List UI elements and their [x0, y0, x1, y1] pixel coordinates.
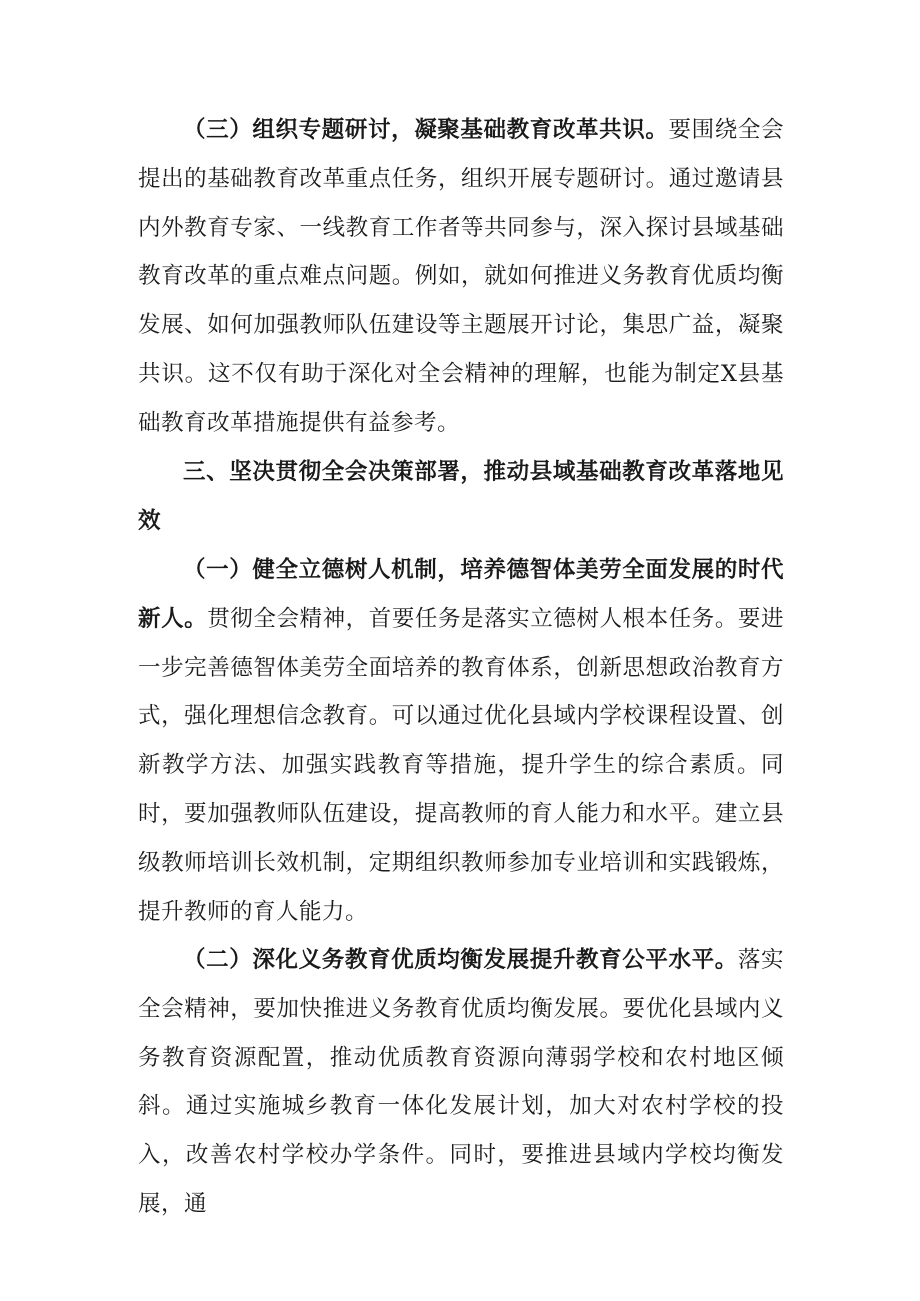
- paragraph-body: 贯彻全会精神，首要任务是落实立德树人根本任务。要进一步完善德智体美劳全面培养的教育体系，创新思想政治教育方式，强化理想信念教育。可以通过优化县域内学校课程设置、创新教学方法、加强实践教育等措施，提升学生的综合素质。同时，要加强教师队伍建设，提高教师的育人能力和水平。建立县级教师培训长效机制，定期组织教师参加专业培训和实践锻炼，提升教师的育人能力。: [138, 605, 784, 925]
- section-heading-three: 三、坚决贯彻全会决策部署，推动县域基础教育改革落地见效: [138, 459, 784, 534]
- paragraph-moral-education: [138, 546, 784, 936]
- paragraph-body: 落实全会精神，要加快推进义务教育优质均衡发展。要优化县域内义务教育资源配置，推动优质教育资源向薄弱学校和农村地区倾斜。通过实施城乡教育一体化发展计划，加大对农村学校的投入，改善农村学校办学条件。同时，要推进县域内学校均衡发展，通: [138, 947, 784, 1217]
- paragraph-compulsory-education: [138, 936, 784, 1229]
- paragraph-lead: （一）健全立德树人机制，培养德智体美劳全面发展的时代新人。: [138, 557, 784, 632]
- paragraph-lead: （三）组织专题研讨，凝聚基础教育改革共识。: [183, 117, 669, 143]
- paragraph-organize-seminars: [138, 106, 784, 448]
- paragraph-lead: （二）深化义务教育优质均衡发展提升教育公平水平。: [183, 947, 738, 973]
- paragraph-body: 要围绕全会提出的基础教育改革重点任务，组织开展专题研讨。通过邀请县内外教育专家、一线教育工作者等共同参与，深入探讨县域基础教育改革的重点难点问题。例如，就如何推进义务教育优质均衡发展、如何加强教师队伍建设等主题展开讨论，集思广益，凝聚共识。这不仅有助于深化对全会精神的理解，也能为制定X县基础教育改革措施提供有益参考。: [138, 117, 784, 436]
